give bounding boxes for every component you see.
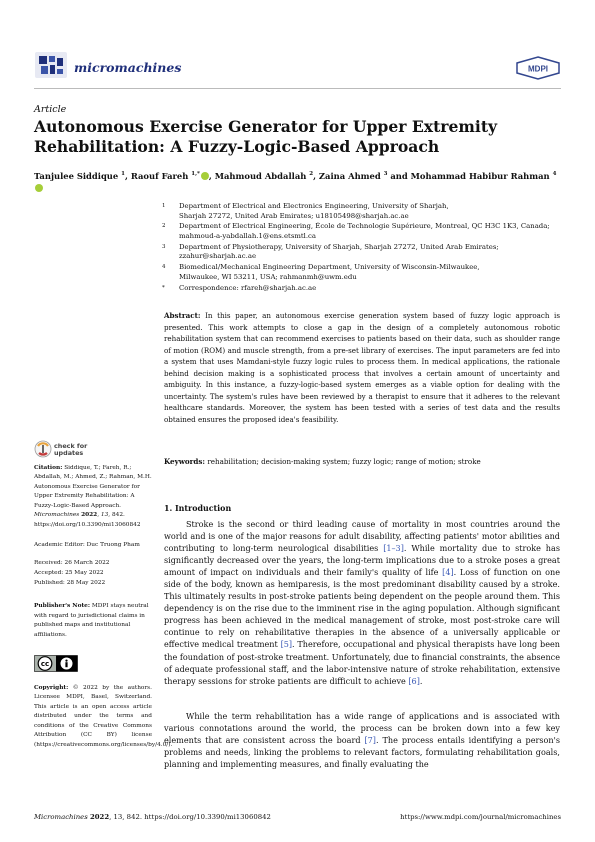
author-name: Mahmoud Abdallah $^2$ — [214, 170, 314, 181]
publication-dates — [34, 558, 154, 588]
affiliation-item — [162, 243, 562, 262]
affiliation-list — [162, 202, 562, 294]
citation-year: 2022 — [81, 512, 98, 519]
intro-paragraph-2 — [164, 710, 560, 770]
publisher-note-text: MDPI stays neutral with regard to jurisdictional claims in published maps and institutional affiliations. — [34, 603, 149, 638]
affiliation-item — [162, 202, 562, 221]
author-affiliation-marker: 2 — [309, 171, 314, 177]
author-affiliation-marker: 1,* — [191, 171, 200, 177]
orcid-icon[interactable] — [35, 184, 43, 192]
footer-journal-url[interactable]: https://www.mdpi.com/journal/micromachines — [400, 813, 561, 821]
micromachines-logo-icon — [34, 50, 68, 80]
reference-link[interactable]: [6] — [408, 675, 420, 686]
cc-by-license-icon[interactable] — [34, 655, 78, 672]
body-text: . Loss of function on one side of the body, known as hemiparesis, is the most predominant disability caused by a stroke. This ultimately results in post-stroke patients being dependent on the people around them. This dependency is on the rise due to the imminent rise in the aging population. Although significant progress has been achieved in the medical management of stroke, most post-stroke care will continue to rely on rehabilitative therapies in the absence of a universally applicable or effective medical treatment — [164, 567, 561, 650]
reference-link[interactable]: [4] — [442, 567, 454, 578]
author-name: Zaina Ahmed $^3$ — [318, 170, 388, 181]
citation-text: Siddique, T.; Fareh, R.; Abdallah, M.; Ahmed, Z.; Rahman, M.H. Autonomous Exercise Generator for Upper Extremity Rehabilitation: A Fuzzy-Logic-Based Approach. — [34, 465, 152, 509]
mdpi-logo-text: MDPI — [528, 64, 548, 74]
affiliation-item — [162, 284, 562, 294]
affiliation-number: 1 — [162, 203, 166, 209]
journal-name: micromachines — [74, 60, 182, 75]
copyright-notice — [34, 684, 173, 750]
citation-block: Citation: Siddique, T.; Fareh, R.; Abdallah, M.; Ahmed, Z.; Rahman, M.H. Autonomous Exercise Generator for Upper Extremity Rehabilitation: A Fuzzy-Logic-Based Approach. Micromachines 2022, 13, 842. https://doi.org/10.3390/mi13060842 — [34, 465, 152, 528]
author-name: Raouf Fareh $^{1,*}$ — [131, 171, 209, 181]
abstract — [164, 310, 560, 425]
mdpi-logo-icon — [515, 56, 561, 80]
check-updates-text: check for updates — [54, 442, 88, 457]
affiliation-item — [162, 263, 562, 282]
citation-journal: Micromachines — [34, 512, 80, 519]
check-updates-icon — [34, 440, 52, 458]
affiliation-text: Department of Electrical and Electronics Engineering, University of Sharjah, Sharjah 27272, United Arab Emirates; u18105498@sharjah.ac.ae — [179, 202, 449, 220]
section-heading-introduction: 1. Introduction — [164, 504, 232, 513]
accepted-date: Accepted: 25 May 2022 — [34, 570, 104, 576]
body-text: . The process entails identifying a person's problems and needs, linking the problems to relevant factors, formulating rehabilitation goals, planning and implementing measures, and finally evaluating the — [164, 735, 561, 770]
svg-text:cc: cc — [40, 660, 50, 669]
affiliation-number: 2 — [162, 223, 166, 230]
reference-link[interactable]: [7] — [364, 735, 376, 746]
footer-year: 2022 — [89, 813, 110, 821]
keywords-label: Keywords: — [164, 457, 206, 466]
author-list: Tanjulee Siddique $^1$, Raouf Fareh $^{1,*}$ , Mahmoud Abdallah $^2$, Zaina Ahmed $^3$ and Mohammad Habibur Rahman $^4$ — [34, 168, 564, 194]
published-date: Published: 28 May 2022 — [34, 580, 106, 586]
body-text: While the term rehabilitation has a wide range of applications and is associated with various connotations around the world, the process can be broken down into a few key elements that are consistent across the board — [164, 711, 560, 746]
publisher-note-label: Publisher's Note: — [34, 603, 90, 609]
body-text: . While mortality due to stroke has significantly decreased over the years, the long-term implications due to a stroke poses a great amount of impact on individuals and their family's quality of life — [164, 543, 560, 578]
affiliation-number: 3 — [162, 243, 166, 250]
paper-title: Autonomous Exercise Generator for Upper Extremity Rehabilitation: A Fuzzy-Logic-Based Approach — [34, 117, 498, 156]
keywords-text: rehabilitation; decision-making system; fuzzy logic; range of motion; stroke — [207, 457, 481, 466]
citation-doi: , 842. https://doi.org/10.3390/mi13060842 — [34, 512, 141, 528]
reference-link[interactable]: [5] — [280, 639, 293, 650]
author-affiliation-marker: 4 — [552, 171, 557, 177]
author-affiliation-marker: 1 — [121, 171, 125, 177]
publisher-note — [34, 602, 152, 640]
affiliation-number: 4 — [162, 264, 166, 271]
abstract-text: In this paper, an autonomous exercise generation system based of fuzzy logic approach is presented. This work attempts to close a gap in the design of a completely autonomous robotic rehabilitation system that can recommend exercises to patients based on their data, such as shoulder range of motion (ROM) and muscle strength, from a pre-set library of exercises. The input parameters are fed into a system that uses Mamdani-style fuzzy logic rules to process them. In medical applications, the rationale behind decision making is a sophisticated process that involves a certain amount of uncertainty and ambiguity. In this instance, a fuzzy-logic-based system emerges as a viable option for dealing with the uncertainty. The system's rules have been reviewed by a therapist to ensure that it adheres to the relevant healthcare standards. Moreover, the system has been tested with a series of test data and the results obtained ensures the proposed idea's feasibility. — [164, 311, 560, 424]
affiliation-text: Department of Physiotherapy, University of Sharjah, Sharjah 27272, United Arab Emirates; zzahur@sharjah.ac.ae — [179, 242, 499, 261]
header-divider — [34, 88, 561, 89]
intro-paragraph-1 — [164, 518, 560, 687]
author-name: Tanjulee Siddique $^1$ — [34, 170, 125, 181]
author-affiliation-marker: 3 — [383, 171, 388, 177]
affiliation-item — [162, 222, 562, 241]
received-date: Received: 26 March 2022 — [34, 560, 110, 566]
footer-citation-text: , 13, 842. https://doi.org/10.3390/mi13060842 — [109, 813, 271, 821]
copyright-label: Copyright: — [34, 685, 69, 691]
affiliation-text: Correspondence: rfareh@sharjah.ac.ae — [179, 283, 317, 292]
body-text: . — [419, 675, 423, 686]
article-type: Article — [34, 104, 67, 115]
keywords — [164, 456, 560, 467]
footer-citation — [34, 813, 271, 821]
citation-volume: 13 — [100, 512, 109, 519]
body-text: Stroke is the second or third leading cause of mortality in most countries around the world and is one of the major reasons for adult disability, affecting patients' motor abilities and contributing to long-term neurological disabilities — [164, 519, 560, 554]
affiliation-text: Department of Electrical Engineering, École de Technologie Supérieure, Montreal, QC H3C 1K3, Canada; mahmoud-a-yabdallah.1@ens.etsmtl.ca — [179, 222, 550, 240]
citation-label: Citation: — [34, 465, 63, 471]
abstract-label: Abstract: — [164, 311, 201, 320]
affiliation-text: Biomedical/Mechanical Engineering Department, University of Wisconsin-Milwaukee, Milwaukee, WI 53211, USA; rahmanmh@uwm.edu — [179, 263, 480, 281]
affiliation-number: * — [162, 284, 165, 291]
reference-link[interactable]: [1–3] — [383, 543, 404, 554]
check-for-updates-badge[interactable] — [34, 440, 98, 462]
orcid-icon[interactable] — [201, 172, 209, 180]
copyright-text: © 2022 by the authors. Licensee MDPI, Basel, Switzerland. This article is an open access article distributed under the terms and conditions of the Creative Commons Attribution (CC BY) license (https://creativecommons.org/licenses/by/4.0/). — [34, 685, 173, 748]
academic-editor: Academic Editor: Duc Truong Pham — [34, 542, 140, 548]
body-text: . Therefore, occupational and physical therapists have long been the foundation of post-stroke treatment. Unfortunately, due to financial constraints, the absence of adequate professional staff, and the labor-intensive nature of stroke rehabilitation, extensive therapy sessions for stroke patients are difficult to achieve — [164, 639, 561, 686]
footer-journal: Micromachines — [34, 813, 88, 821]
author-name: Mohammad Habibur Rahman $^4$ — [34, 171, 556, 193]
